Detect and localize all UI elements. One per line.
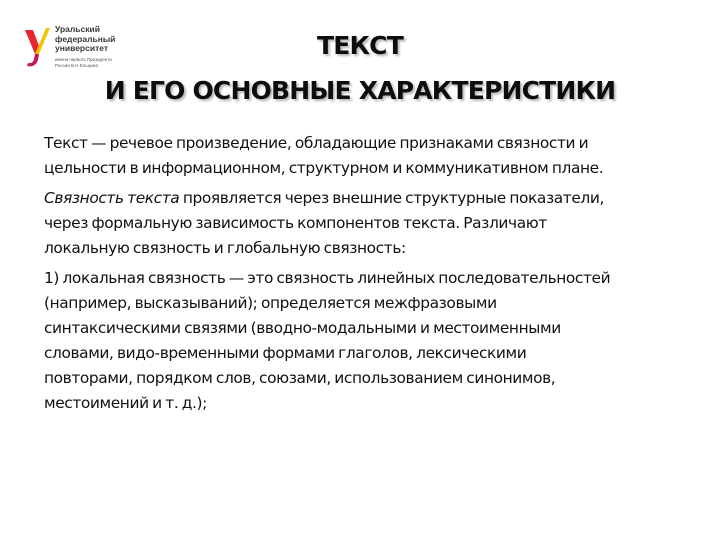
paragraph-line: местоимений и т. д.); [44, 394, 207, 412]
paragraph-local-coherence [44, 266, 684, 416]
paragraph-line: локальную связность и глобальную связность: [44, 239, 406, 257]
paragraph-definition [44, 131, 684, 181]
slide-body [44, 131, 684, 421]
logo-subtitle-line-1: имени первого Президента [55, 57, 112, 62]
paragraph-coherence [44, 186, 684, 261]
logo-line-3: университет [55, 43, 109, 53]
paragraph-line [44, 186, 684, 211]
paragraph-line: через формальную зависимость компонентов текста. Различают [44, 214, 547, 232]
paragraph-line: повторами, порядком слов, союзами, использованием синонимов, [44, 369, 556, 387]
emphasis-term: Связность текста [44, 189, 180, 207]
logo-line-2: федеральный [55, 33, 116, 44]
paragraph-line: цельности в информационном, структурном и коммуникативном плане. [44, 159, 604, 177]
slide-title-line-2: И ЕГО ОСНОВНЫЕ ХАРАКТЕРИСТИКИ [104, 76, 616, 105]
logo-line-1: Уральский [55, 24, 100, 34]
paragraph-line: словами, видо-временными формами глаголов, лексическими [44, 344, 527, 362]
paragraph-line: (например, высказываний); определяется межфразовыми [44, 294, 497, 312]
paragraph-line: синтаксическими связями (вводно-модальными и местоименными [44, 319, 561, 337]
slide-title-line-1: ТЕКСТ [317, 31, 403, 60]
paragraph-line: Текст — речевое произведение, обладающие признаками связности и [44, 134, 589, 152]
paragraph-line: 1) локальная связность — это связность линейных последовательностей [44, 269, 611, 287]
logo-subtitle-line-2: России Б.Н.Ельцина [55, 62, 98, 68]
paragraph-line-rest: проявляется через внешние структурные показатели, [179, 189, 604, 207]
